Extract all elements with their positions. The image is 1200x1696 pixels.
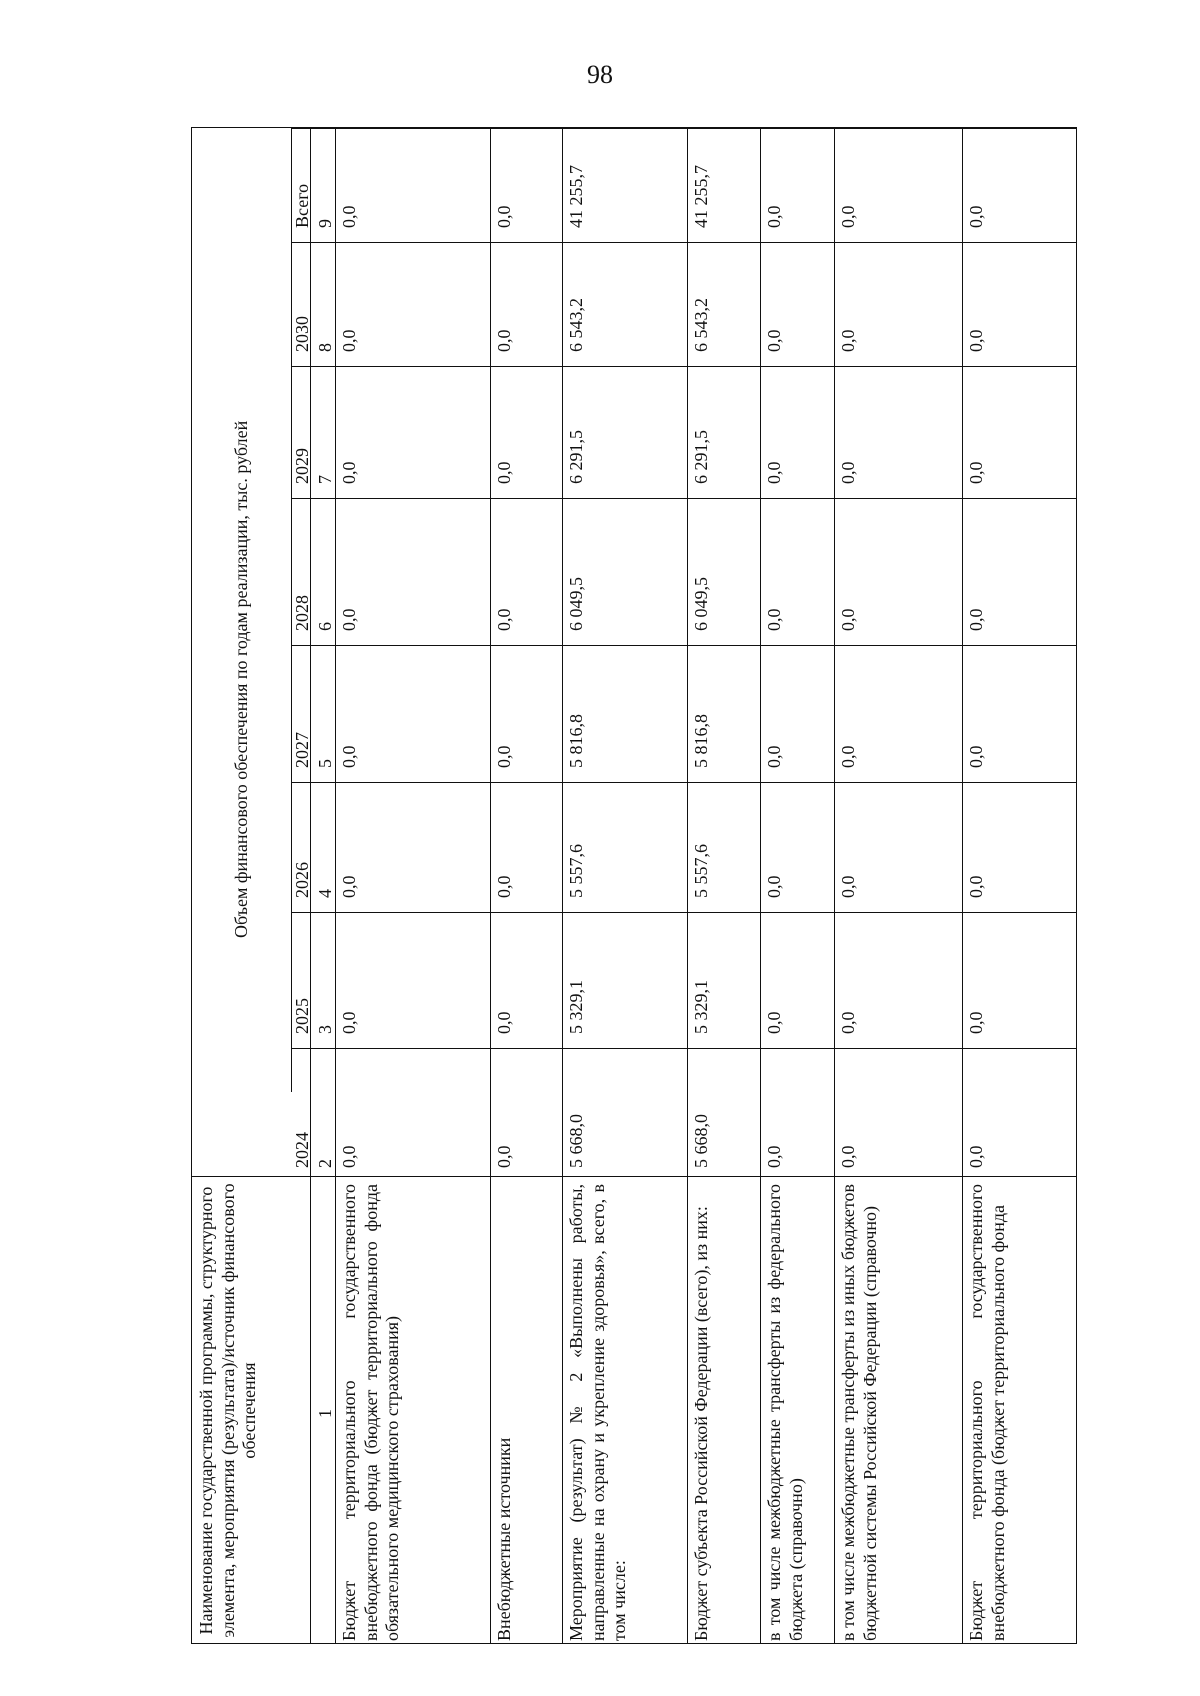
cell-value: 0,0 [764,1145,784,1168]
year-2024: 2024 [292,1132,312,1168]
cell-value: 0,0 [339,329,359,352]
cell-value: 0,0 [339,1011,359,1034]
cell-value: 0,0 [494,608,514,631]
cell-value: 5 557,6 [566,844,586,898]
cell-value: 0,0 [494,875,514,898]
cell-value: 0,0 [494,461,514,484]
year-2029: 2029 [292,448,312,484]
cell-value: 0,0 [966,205,986,228]
cell-value: 0,0 [966,329,986,352]
cell-value: 41 255,7 [566,165,586,228]
year-2027: 2027 [292,732,312,768]
cell-value: 0,0 [966,1145,986,1168]
cell-value: 0,0 [764,329,784,352]
cell-value: 0,0 [339,875,359,898]
col-number: 7 [315,475,335,484]
cell-value: 5 329,1 [691,980,711,1034]
cell-value: 5 816,8 [566,714,586,768]
year-2028: 2028 [292,595,312,631]
cell-value: 0,0 [494,1145,514,1168]
cell-value: 0,0 [838,1145,858,1168]
col-number: 3 [315,1025,335,1034]
col-number: 4 [315,889,335,898]
col-number: 6 [315,622,335,631]
year-2025: 2025 [292,998,312,1034]
col-separator [291,366,1077,367]
col-number: 2 [315,1159,335,1168]
row-label: в том числе межбюджетные трансферты из федерального бюджета (справочно) [764,1184,806,1641]
row-separator [687,128,688,1644]
col-separator [291,128,1077,129]
row-label: Бюджет территориального государственного внебюджетного фонда (бюджет территориального фонда обязательного медицинского страхования) [339,1184,402,1641]
col-separator [291,498,1077,499]
row-separator [562,128,563,1644]
year-2030: 2030 [292,316,312,352]
cell-value: 0,0 [494,745,514,768]
cell-value: 0,0 [838,461,858,484]
cell-value: 0,0 [764,1011,784,1034]
cell-value: 0,0 [339,608,359,631]
cell-value: 0,0 [838,1011,858,1034]
cell-value: 0,0 [494,205,514,228]
cell-value: 0,0 [339,205,359,228]
year-2026: 2026 [292,862,312,898]
row-label: Бюджет субъекта Российской Федерации (всего), из них: [691,1206,711,1641]
row-separator [962,128,963,1644]
cell-value: 0,0 [764,745,784,768]
col-separator [291,645,1077,646]
label-separator [192,1176,1077,1177]
cell-value: 6 543,2 [691,298,711,352]
cell-value: 5 816,8 [691,714,711,768]
col-number: 5 [315,759,335,768]
cell-value: 41 255,7 [691,165,711,228]
col-separator [291,782,1077,783]
cell-value: 6 291,5 [566,430,586,484]
cell-value: 6 049,5 [691,577,711,631]
cell-value: 0,0 [494,329,514,352]
year-total: Всего [292,183,312,228]
cell-value: 0,0 [764,608,784,631]
cell-value: 0,0 [838,875,858,898]
row-separator [490,128,491,1644]
cell-value: 0,0 [339,461,359,484]
row-label: Бюджет территориального государственного внебюджетного фонда (бюджет территориального фонда [966,1184,1008,1641]
cell-value: 5 557,6 [691,844,711,898]
cell-value: 0,0 [494,1011,514,1034]
cell-value: 6 291,5 [691,430,711,484]
col-number: 9 [315,219,335,228]
page-number: 98 [587,60,613,89]
col-separator [291,912,1077,913]
cell-value: 5 668,0 [691,1114,711,1168]
row-label: Внебюджетные источники [494,1437,514,1641]
volume-header: Объем финансового обеспечения по годам реализации, тыс. рублей [231,420,251,938]
cell-value: 5 329,1 [566,980,586,1034]
cell-value: 0,0 [838,745,858,768]
cell-value: 0,0 [966,1011,986,1034]
cell-value: 0,0 [764,875,784,898]
col-separator [291,1048,1077,1049]
cell-value: 6 049,5 [566,577,586,631]
row-separator [760,128,761,1644]
cell-value: 6 543,2 [566,298,586,352]
cell-value: 5 668,0 [566,1114,586,1168]
cell-value: 0,0 [838,329,858,352]
row-label: Мероприятие (результат) № 2 «Выполнены работы, направленные на охрану и укрепление здоровья», всего, в том числе: [566,1184,629,1641]
row-label: в том числе межбюджетные трансферты из иных бюджетов бюджетной системы Российской Федерации (справочно) [838,1184,880,1641]
row-separator [834,128,835,1644]
col-separator [291,242,1077,243]
cell-value: 0,0 [764,461,784,484]
cell-value: 0,0 [966,608,986,631]
cell-value: 0,0 [838,205,858,228]
cell-value: 0,0 [838,608,858,631]
budget-table [191,127,1077,1644]
cell-value: 0,0 [966,875,986,898]
cell-value: 0,0 [339,1145,359,1168]
col-number: 8 [315,343,335,352]
col-number: 1 [315,1409,335,1418]
cell-value: 0,0 [339,745,359,768]
name-column-header: Наименование государственной программы, структурного элемента, мероприятия (результата)/источник финансового обеспечения [196,1183,259,1638]
cell-value: 0,0 [764,205,784,228]
cell-value: 0,0 [966,745,986,768]
cell-value: 0,0 [966,461,986,484]
